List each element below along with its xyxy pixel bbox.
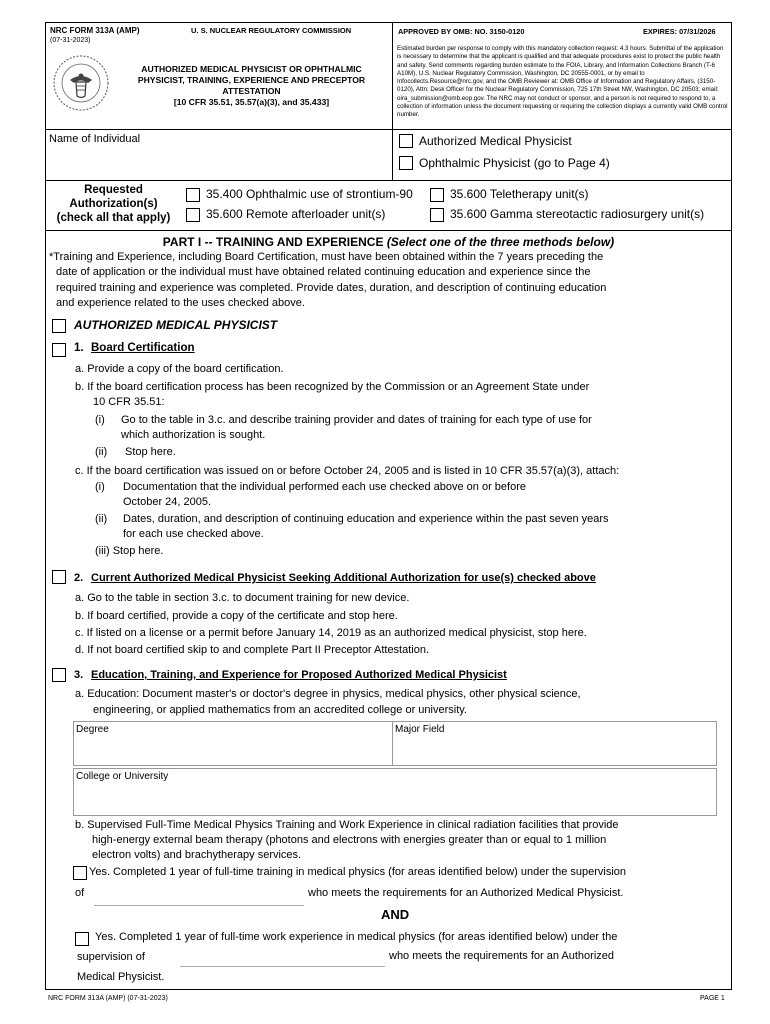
section1-item-b: b. If the board certification process has been recognized by the Commission or an Agreement State under — [75, 381, 590, 393]
training-yes-tail: who meets the requirements for an Authorized Medical Physicist. — [308, 887, 624, 899]
form-number: NRC FORM 313A (AMP) — [50, 26, 140, 35]
section2-number: 2. — [74, 572, 84, 584]
section1-item-a: a. Provide a copy of the board certification. — [75, 363, 284, 375]
section2-item: a. Go to the table in section 3.c. to document training for new device. — [75, 592, 410, 604]
section3-checkbox[interactable] — [52, 668, 66, 682]
section1-title: Board Certification — [91, 342, 195, 354]
section3-item-b: b. Supervised Full-Time Medical Physics Training and Work Experience in clinical radiation facilities that provide — [75, 819, 619, 831]
auth-teletherapy-checkbox[interactable] — [430, 188, 444, 202]
section3-number: 3. — [74, 669, 84, 681]
footer-form-id: NRC FORM 313A (AMP) (07-31-2023) — [48, 995, 168, 1002]
agency-name: U. S. NUCLEAR REGULATORY COMMISSION — [191, 26, 352, 35]
auth-afterloader-checkbox[interactable] — [186, 208, 200, 222]
section2-title: Current Authorized Medical Physicist Seeking Additional Authorization for use(s) checked above — [91, 572, 596, 584]
auth-gamma-checkbox[interactable] — [430, 208, 444, 222]
work-supervisor-input[interactable] — [180, 966, 385, 967]
nrc-seal — [52, 52, 110, 114]
section1-b-i-num: (i) — [95, 414, 105, 426]
requested-authorizations-label — [47, 183, 180, 225]
section3-item-a-cont: engineering, or applied mathematics from an accredited college or university. — [93, 704, 467, 716]
part1-title — [45, 235, 732, 249]
section3-title: Education, Training, and Experience for Proposed Authorized Medical Physicist — [91, 669, 507, 681]
section2-item: c. If listed on a license or a permit before January 14, 2019 as an authorized medical physicist, stop here. — [75, 627, 587, 639]
training-yes-text: Yes. Completed 1 year of full-time training in medical physics (for areas identified below) under the supervision — [89, 866, 627, 878]
section1-c-ii-num: (ii) — [95, 513, 108, 525]
section1-c-iii: (iii) Stop here. — [95, 545, 164, 557]
part1-intro-line: required training and experience was completed. Provide dates, duration, and description of continuing education — [56, 282, 607, 294]
section3-item-a: a. Education: Document master's or doctor's degree in physics, medical physics, other physical science, — [75, 688, 581, 700]
name-label: Name of Individual — [49, 133, 141, 145]
work-yes-checkbox[interactable] — [75, 932, 89, 946]
section1-c-i-cont: October 24, 2005. — [123, 496, 212, 508]
training-of-label: of — [75, 887, 85, 899]
part1-title-text: PART I -- TRAINING AND EXPERIENCE — [162, 235, 387, 249]
work-yes-end: Medical Physicist. — [77, 971, 165, 983]
work-supervision-label: supervision of — [77, 951, 145, 963]
section1-c-i-num: (i) — [95, 481, 105, 493]
form-title-line: PHYSICIST, TRAINING, EXPERIENCE AND PRECEPTOR — [137, 75, 366, 85]
part1-intro-line: and experience related to the uses checked above. — [56, 297, 305, 309]
section3-item-b-cont: high-energy external beam therapy (photons and electrons with energies greater than or equal to 1 million — [92, 834, 607, 846]
auth-label-line: (check all that apply) — [56, 212, 171, 224]
form-title-line: ATTESTATION — [222, 86, 281, 96]
form-title-line: [10 CFR 35.51, 35.57(a)(3), and 35.433] — [173, 97, 330, 107]
auth-strontium-checkbox[interactable] — [186, 188, 200, 202]
degree-label: Degree — [76, 724, 109, 735]
form-title — [110, 64, 393, 108]
training-yes-checkbox[interactable] — [73, 866, 87, 880]
amp-checkbox[interactable] — [399, 134, 413, 148]
section1-c-ii-cont: for each use checked above. — [123, 528, 264, 540]
burden-statement: Estimated burden per response to comply with this mandatory collection request: 4.3 hours. Submittal of the application is necessary to determine that the applicant is qualified and that adequate procedures exist to protect the public health and safety. Send comments regarding burden estimate to the FOIA, Library, and Information Collections Branch (T-6 A10M), U.S. Nuclear Regulatory Commission, Washington, DC 20555-0001, or by email to Infocollects.Resource@nrc.gov, and the OMB Reviewer at: OMB Office of Information and Regulatory Affairs, (3150-0120), Attn: Desk Officer for the Nuclear Regulatory Commission, 725 17th Street NW, Washington, DC 20503; email: oira_submission@omb.eop.gov. The NRC may not conduct or sponsor, and a person is not required to respond to, a collection of information unless the document requesting or requiring the collection displays a currently valid OMB control number. — [397, 45, 728, 119]
section1-b-i-cont: which authorization is sought. — [121, 429, 266, 441]
work-yes-tail: who meets the requirements for an Authorized — [389, 950, 615, 962]
form-title-line: AUTHORIZED MEDICAL PHYSICIST OR OPHTHALMIC — [141, 64, 362, 74]
section1-number: 1. — [74, 342, 84, 354]
auth-strontium-label: 35.400 Ophthalmic use of strontium-90 — [206, 187, 413, 201]
section1-checkbox[interactable] — [52, 343, 66, 357]
section1-item-c: c. If the board certification was issued on or before October 24, 2005 and is listed in 10 CFR 35.57(a)(3), attach: — [75, 465, 620, 477]
part1-intro-line: *Training and Experience, including Board Certification, must have been obtained within the 7 years preceding the — [49, 251, 604, 263]
part1-intro-line: date of application or the individual must have obtained related continuing education and experience since the — [56, 266, 591, 278]
section1-c-i-text: Documentation that the individual performed each use checked above on or before — [123, 481, 526, 493]
section1-c-ii-text: Dates, duration, and description of continuing education and experience within the past seven years — [123, 513, 609, 525]
omb-number: APPROVED BY OMB: NO. 3150-0120 — [398, 27, 525, 36]
auth-label-line: Authorization(s) — [69, 198, 158, 210]
and-separator: AND — [381, 907, 410, 922]
section3-item-b-cont: electron volts) and brachytherapy services. — [92, 849, 302, 861]
work-yes-text: Yes. Completed 1 year of full-time work experience in medical physics (for areas identified below) under the — [95, 931, 618, 943]
major-label: Major Field — [395, 724, 445, 735]
degree-field[interactable] — [73, 721, 393, 766]
section2-item: b. If board certified, provide a copy of the certificate and stop here. — [75, 610, 398, 622]
amp-option-label: Authorized Medical Physicist — [419, 134, 572, 148]
auth-label-line: Requested — [84, 184, 143, 196]
college-label: College or University — [76, 771, 169, 782]
amp-heading: AUTHORIZED MEDICAL PHYSICIST — [74, 318, 278, 332]
section2-item: d. If not board certified skip to and complete Part II Preceptor Attestation. — [75, 644, 430, 656]
auth-teletherapy-label: 35.600 Teletherapy unit(s) — [450, 187, 589, 201]
page-number: PAGE 1 — [700, 995, 725, 1002]
college-field[interactable] — [73, 768, 717, 816]
ophthalmic-option-label: Ophthalmic Physicist (go to Page 4) — [419, 156, 610, 170]
expiration-date: EXPIRES: 07/31/2026 — [643, 27, 716, 36]
auth-afterloader-label: 35.600 Remote afterloader unit(s) — [206, 207, 386, 221]
section1-b-ii-text: Stop here. — [125, 446, 176, 458]
part1-title-note: (Select one of the three methods below) — [386, 235, 615, 249]
amp-heading-checkbox[interactable] — [52, 319, 66, 333]
name-input[interactable] — [120, 145, 392, 175]
section1-item-b-cont: 10 CFR 35.51: — [93, 396, 165, 408]
form-date: (07-31-2023) — [50, 37, 91, 44]
auth-gamma-label: 35.600 Gamma stereotactic radiosurgery unit(s) — [450, 207, 705, 221]
section1-b-ii-num: (ii) — [95, 446, 108, 458]
section2-checkbox[interactable] — [52, 570, 66, 584]
training-supervisor-input[interactable] — [94, 905, 304, 906]
ophthalmic-checkbox[interactable] — [399, 156, 413, 170]
section1-b-i-text: Go to the table in 3.c. and describe training provider and dates of training for each type of use for — [121, 414, 592, 426]
